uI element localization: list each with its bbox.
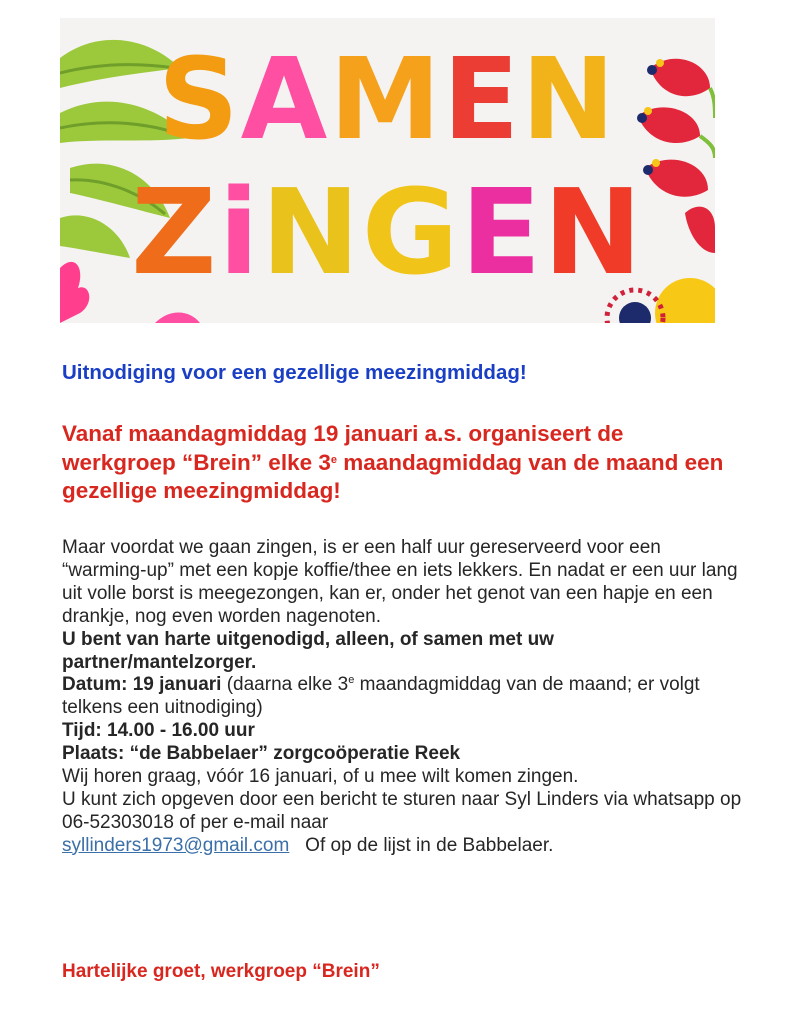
title-word-samen [60, 35, 715, 165]
title-letter: M [329, 35, 443, 165]
title-letter: G [361, 163, 461, 301]
invite-line: U bent van harte uitgenodigd, alleen, of samen met uw partner/mantelzorger. [62, 628, 554, 673]
title-word-zingen [60, 163, 715, 301]
title-letter: N [261, 163, 362, 301]
email-link[interactable]: syllinders1973@gmail.com [62, 834, 290, 856]
title-letter: E [460, 163, 544, 301]
intro-heading: Uitnodiging voor een gezellige meezingmiddag! [62, 361, 527, 384]
description-paragraph: Maar voordat we gaan zingen, is er een half uur gereserveerd voor een “warming-up” met een kopje koffie/thee en iets lekkers. En nadat er een uur lang uit volle borst is meegezongen, kan er, onder het genot van een hapje en een drankje, nog even worden nagenoten. [62, 537, 738, 627]
closing-greeting: Hartelijke groet, werkgroep “Brein” [62, 961, 380, 982]
title-letter: A [240, 35, 330, 165]
title-letter: S [157, 35, 241, 165]
title-letter: i [218, 163, 261, 301]
title-letter: E [442, 35, 522, 165]
banner-image [60, 18, 715, 323]
time-line: Tijd: 14.00 - 16.00 uur [62, 720, 255, 742]
deadline-line: Wij horen graag, vóór 16 januari, of u mee wilt komen zingen. [62, 766, 579, 788]
date-line: Datum: 19 januari (daarna elke 3e maandagmiddag van de maand; er volgt telkens een uitnodiging) [62, 674, 700, 719]
invitation-body [62, 537, 742, 858]
place-line: Plaats: “de Babbelaer” zorgcoöperatie Reek [62, 743, 461, 765]
signup-line: U kunt zich opgeven door een bericht te sturen naar Syl Linders via whatsapp op 06-52303018 of per e-mail naar syllinders1973@gmail.com Of op de lijst in de Babbelaer. [62, 788, 742, 856]
title-letter: Z [130, 163, 219, 301]
announcement-heading: Vanaf maandagmiddag 19 januari a.s. organiseert de werkgroep “Brein” elke 3e maandagmiddag van de maand een gezellige meezingmiddag! [62, 421, 724, 503]
title-letter: N [543, 163, 644, 301]
title-letter: N [521, 35, 618, 165]
